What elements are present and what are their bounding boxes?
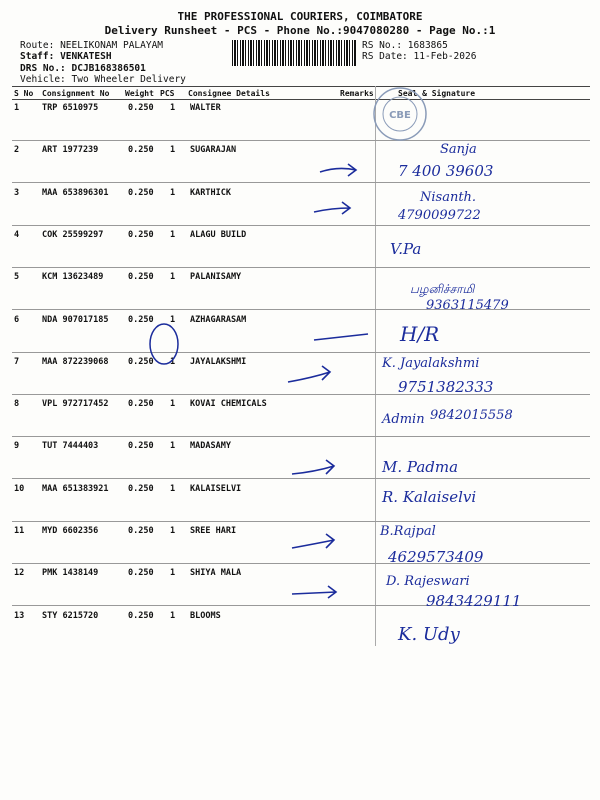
drs-line	[20, 63, 146, 74]
row-consignee: SHIYA MALA	[190, 568, 242, 579]
col-seal: Seal & Signature	[398, 89, 476, 98]
hw-name: M. Padma	[382, 458, 459, 476]
row-divider	[12, 352, 590, 353]
row-consignment: PMK 1438149	[42, 568, 99, 579]
arrow-icon	[286, 362, 336, 390]
row-consignment: STY 6215720	[42, 610, 99, 621]
row-consignment: ART 1977239	[42, 145, 99, 156]
header-rule-top	[12, 86, 590, 87]
row-consignee: KOVAI CHEMICALS	[190, 399, 267, 410]
arrow-icon	[290, 580, 342, 602]
hw-name: பழனிச்சாமி	[410, 282, 475, 296]
drs-value: DCJB168386501	[71, 63, 146, 74]
row-consignment: VPL 972717452	[42, 399, 109, 410]
row-divider	[12, 182, 590, 183]
row-divider	[12, 394, 590, 395]
row-sno: 2	[14, 145, 20, 156]
row-weight: 0.250	[128, 314, 154, 325]
row-weight: 0.250	[128, 526, 154, 536]
row-pcs: 1	[170, 187, 176, 198]
arrow-icon	[290, 530, 340, 556]
staff-label: Staff:	[20, 51, 55, 62]
vehicle-label: Vehicle:	[20, 74, 66, 85]
staff-value: VENKATESH	[60, 51, 112, 62]
row-weight: 0.250	[128, 229, 154, 240]
arrow-icon	[312, 198, 354, 220]
row-consignee: KALAISELVI	[190, 483, 242, 494]
hw-name: B.Rajpal	[380, 524, 436, 539]
row-sno: 7	[14, 356, 20, 367]
row-weight: 0.250	[128, 399, 154, 410]
stamp-text: CBE	[389, 110, 411, 121]
row-pcs: 1	[170, 483, 176, 494]
row-consignee: KARTHICK	[190, 187, 231, 198]
row-consignee: ALAGU BUILD	[190, 229, 247, 240]
row-pcs: 1	[170, 229, 176, 240]
hw-number: 4790099722	[398, 208, 481, 223]
row-consignment: MAA 651383921	[42, 483, 109, 494]
hw-signature: K. Udy	[398, 624, 460, 645]
row-consignee: WALTER	[190, 103, 221, 113]
col-sno: S No	[14, 89, 34, 98]
row-divider	[12, 436, 590, 437]
row-consignee: SREE HARI	[190, 526, 237, 536]
row-sno: 12	[14, 568, 25, 579]
row-sno: 11	[14, 526, 25, 536]
table-row	[0, 145, 600, 187]
hw-name: Sanja	[440, 142, 477, 157]
hw-number: 9842015558	[430, 408, 513, 423]
rs-date-value: 11-Feb-2026	[413, 51, 477, 62]
row-sno: 4	[14, 229, 20, 240]
row-divider	[12, 563, 590, 564]
table-row	[0, 230, 600, 272]
row-pcs: 1	[170, 314, 176, 325]
row-weight: 0.250	[128, 272, 154, 283]
rs-date-label: RS Date:	[362, 51, 408, 62]
row-consignment: MYD 6602356	[42, 526, 99, 536]
row-sno: 1	[14, 103, 20, 113]
row-divider	[12, 140, 590, 141]
row-pcs: 1	[170, 272, 176, 283]
row-pcs: 1	[170, 103, 176, 113]
arrow-icon	[318, 158, 360, 180]
hw-number: 9843429111	[426, 592, 522, 610]
row-pcs: 1	[170, 610, 176, 621]
col-remarks: Remarks	[340, 89, 374, 98]
hw-number: 7 400 39603	[398, 162, 494, 180]
row-sno: 3	[14, 187, 20, 198]
hw-number: 9363115479	[426, 298, 509, 313]
rs-no-line	[362, 40, 448, 51]
row-weight: 0.250	[128, 441, 154, 452]
table-row	[0, 315, 600, 357]
row-consignment: MAA 872239068	[42, 356, 109, 367]
row-consignee: PALANISAMY	[190, 272, 242, 283]
row-sno: 10	[14, 483, 25, 494]
route-value: NEELIKONAM PALAYAM	[60, 40, 164, 51]
row-consignment: TRP 6510975	[42, 103, 99, 113]
row-pcs: 1	[170, 568, 176, 579]
row-consignee: BLOOMS	[190, 610, 221, 621]
table-row	[0, 188, 600, 230]
hw-name: R. Kalaiselvi	[382, 488, 477, 506]
row-sno: 8	[14, 399, 20, 410]
col-pcs: PCS	[160, 89, 175, 98]
barcode	[232, 40, 356, 66]
hw-name: K. Jayalakshmi	[382, 356, 480, 371]
row-consignee: JAYALAKSHMI	[190, 356, 247, 367]
hw-name: Nisanth.	[420, 190, 477, 205]
row-weight: 0.250	[128, 483, 154, 494]
row-consignment: TUT 7444403	[42, 441, 99, 452]
hw-signature: Admin	[382, 412, 425, 427]
rs-no-value: 1683865	[407, 40, 448, 51]
row-divider	[12, 225, 590, 226]
route-label: Route:	[20, 40, 55, 51]
row-consignee: SUGARAJAN	[190, 145, 237, 156]
hw-mark: H/R	[400, 322, 440, 346]
row-pcs: 1	[170, 145, 176, 156]
row-consignee: AZHAGARASAM	[190, 314, 247, 325]
circle-mark	[146, 318, 182, 368]
row-pcs: 1	[170, 441, 176, 452]
vehicle-line	[20, 74, 186, 85]
table-row	[0, 272, 600, 314]
row-consignment: COK 25599297	[42, 229, 104, 240]
row-divider	[12, 521, 590, 522]
table-row	[0, 484, 600, 526]
row-weight: 0.250	[128, 568, 154, 579]
row-consignment: KCM 13623489	[42, 272, 104, 283]
hw-signature: V.Pa	[390, 240, 422, 258]
drs-label: DRS No.:	[20, 63, 66, 74]
col-weight: Weight	[125, 89, 154, 98]
hw-name: D. Rajeswari	[386, 574, 470, 589]
hw-number: 4629573409	[388, 548, 484, 566]
hw-number: 9751382333	[398, 378, 494, 396]
route-line	[20, 40, 163, 51]
row-weight: 0.250	[128, 187, 154, 198]
row-sno: 13	[14, 610, 25, 621]
row-consignment: NDA 907017185	[42, 314, 109, 325]
row-sno: 9	[14, 441, 20, 452]
row-consignee: MADASAMY	[190, 441, 231, 452]
arrow-icon	[290, 456, 340, 482]
row-weight: 0.250	[128, 610, 154, 621]
row-pcs: 1	[170, 526, 176, 536]
row-pcs: 1	[170, 399, 176, 410]
arrow-icon	[312, 328, 372, 346]
header-rule-bottom	[12, 99, 590, 100]
table-row	[0, 103, 600, 145]
staff-line	[20, 51, 112, 62]
col-consignee: Consignee Details	[188, 89, 270, 98]
col-consignment: Consignment No	[42, 89, 110, 98]
row-sno: 5	[14, 272, 20, 283]
row-sno: 6	[14, 314, 20, 325]
row-pcs: 1	[170, 356, 176, 367]
row-weight: 0.250	[128, 103, 154, 113]
runsheet-title: THE PROFESSIONAL COURIERS, COIMBATORE	[177, 10, 423, 23]
row-weight: 0.250	[128, 145, 154, 156]
rs-no-label: RS No.:	[362, 40, 403, 51]
row-divider	[12, 267, 590, 268]
vehicle-value: Two Wheeler Delivery	[71, 74, 186, 85]
runsheet-subtitle: Delivery Runsheet - PCS - Phone No.:9047080280 - Page No.:1	[104, 24, 496, 37]
rs-date-line	[362, 51, 476, 62]
table-row	[0, 611, 600, 653]
courier-stamp	[366, 84, 450, 144]
row-weight: 0.250	[128, 356, 154, 367]
row-consignment: MAA 653896301	[42, 187, 109, 198]
